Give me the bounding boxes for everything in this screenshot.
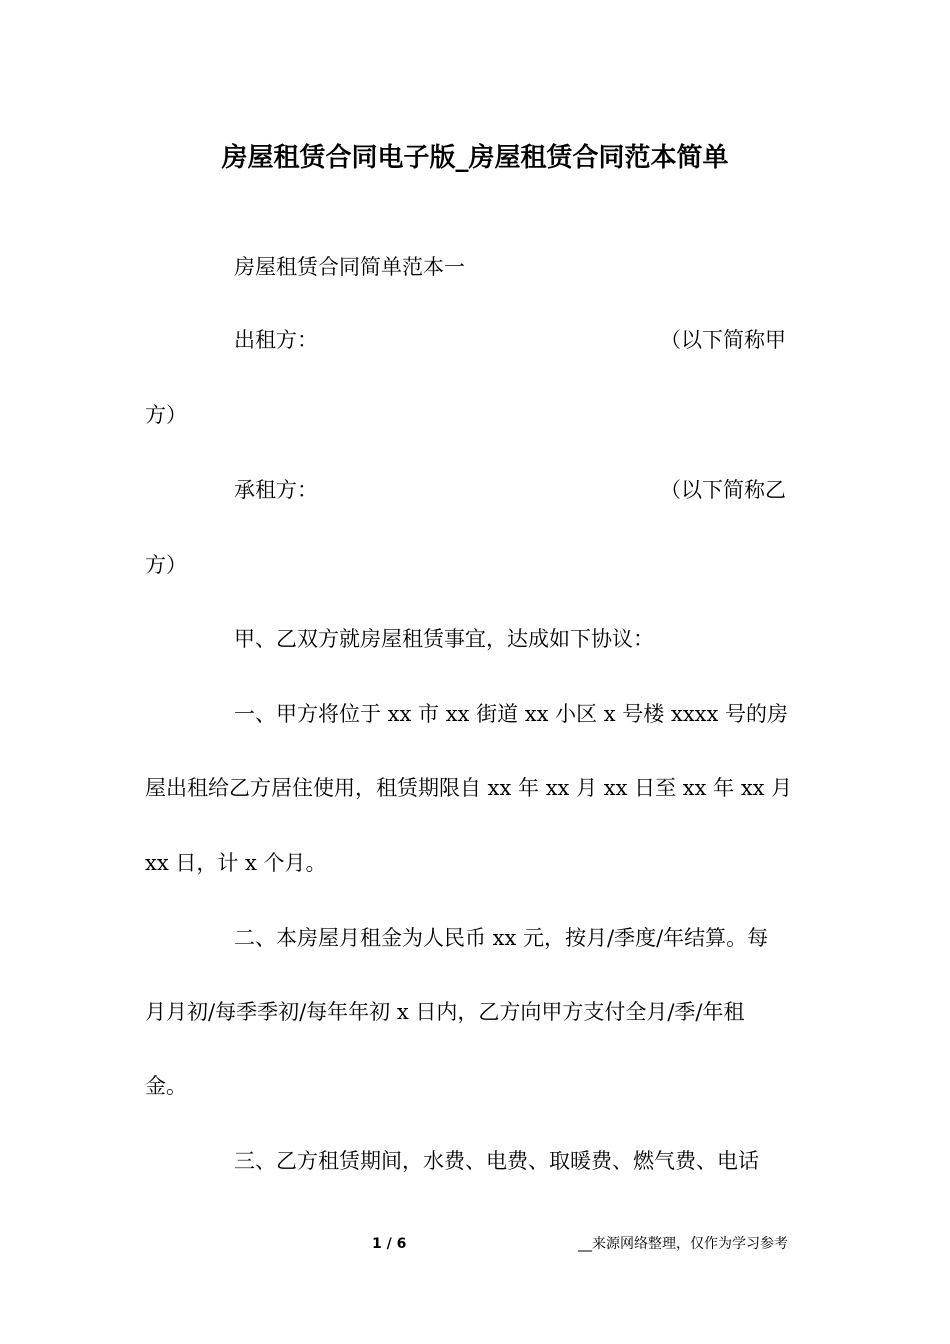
lessee-label: 承租方： [234,478,318,502]
clause-2-line-1: 二、本房屋月租金为人民币 xx 元，按月/季度/年结算。每 [234,926,769,950]
source-note: __来源网络整理，仅作为学习参考 [578,1236,788,1252]
lessor-note: （以下简称甲 [660,328,786,352]
lessor-label: 出租方： [234,328,318,352]
clause-2-line-3: 金。 [145,1074,187,1098]
lessor-note-continued: 方） [145,403,187,427]
clause-1-line-1: 一、甲方将位于 xx 市 xx 街道 xx 小区 x 号楼 xxxx 号的房 [234,702,789,726]
clause-2-line-2: 月月初/每季季初/每年年初 x 日内，乙方向甲方支付全月/季/年租 [145,1000,745,1024]
lessee-note: （以下简称乙 [660,478,786,502]
clause-3-line-1: 三、乙方租赁期间，水费、电费、取暖费、燃气费、电话 [234,1149,759,1173]
page-number: 1 / 6 [372,1236,407,1252]
contract-subtitle: 房屋租赁合同简单范本一 [234,255,465,279]
agreement-intro: 甲、乙双方就房屋租赁事宜，达成如下协议： [234,627,654,651]
document-title: 房屋租赁合同电子版_房屋租赁合同范本简单 [221,143,729,173]
lessee-note-continued: 方） [145,553,187,577]
clause-1-line-3: xx 日，计 x 个月。 [145,851,327,875]
clause-1-line-2: 屋出租给乙方居住使用，租赁期限自 xx 年 xx 月 xx 日至 xx 年 xx 月 [145,776,793,800]
